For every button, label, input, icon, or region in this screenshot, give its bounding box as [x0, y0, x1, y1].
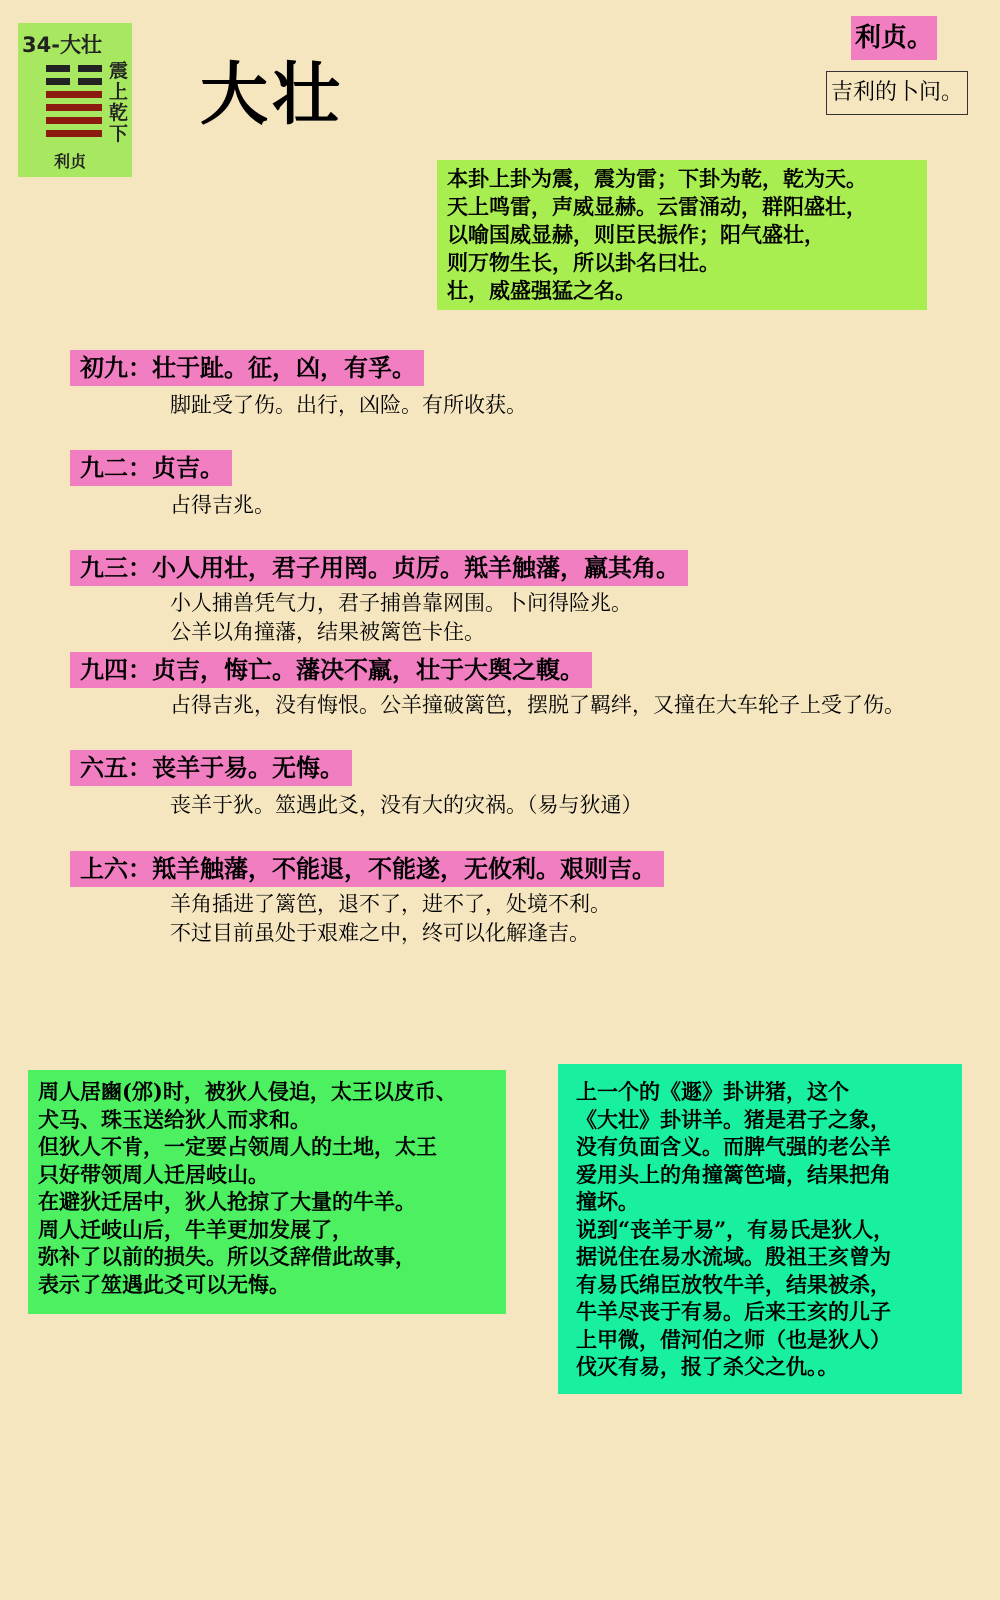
hexagram-card-footer: 利贞 — [54, 152, 87, 171]
commentary-line: 爱用头上的角撞篱笆墙，结果把角 — [576, 1161, 891, 1187]
story-line: 只好带领周人迁居岐山。 — [38, 1161, 269, 1187]
hexagram-card-title: 34-大壮 — [22, 33, 102, 57]
story-line: 但狄人不肯，一定要占领周人的土地，太王 — [38, 1134, 437, 1159]
intro-box — [437, 160, 927, 310]
yao-explanation-line: 占得吉兆，没有悔恨。公羊撞破篱笆，摆脱了羁绊，又撞在大车轮子上受了伤。 — [170, 693, 905, 717]
yao-explanation-line: 脚趾受了伤。出行，凶险。有所收获。 — [170, 393, 527, 417]
yao-explanation-line: 公羊以角撞藩，结果被篱笆卡住。 — [170, 620, 485, 644]
story-line: 周人居豳(邠)时，被狄人侵迫，太王以皮币、 — [38, 1079, 457, 1104]
commentary-line: 《大壮》卦讲羊。猪是君子之象， — [576, 1106, 891, 1132]
yao-explanation-line: 不过目前虽处于艰难之中，终可以化解逢吉。 — [170, 921, 590, 945]
commentary-line: 伐灭有易，报了杀父之仇。。 — [576, 1354, 839, 1379]
hexagram-line-yang — [46, 104, 102, 111]
yao-line-4-explanation — [170, 691, 905, 720]
yao-explanation-line: 丧羊于狄。筮遇此爻，没有大的灾祸。（易与狄通） — [170, 793, 643, 817]
story-line: 周人迁岐山后，牛羊更加发展了， — [38, 1216, 353, 1242]
story-line: 犬马、珠玉送给狄人而求和。 — [38, 1106, 311, 1132]
story-line: 在避狄迁居中，狄人抢掠了大量的牛羊。 — [38, 1189, 416, 1214]
hexagram-line-yang — [46, 91, 102, 98]
yao-line-1-explanation — [170, 391, 527, 420]
yao-explanation-line: 羊角插进了篱笆，退不了，进不了，处境不利。 — [170, 892, 611, 916]
commentary-line: 说到“丧羊于易”，有易氏是狄人， — [576, 1216, 895, 1242]
hexagram-card — [18, 23, 132, 177]
yao-line-5-explanation — [170, 791, 643, 820]
commentary-line: 牛羊尽丧于有易。后来王亥的儿子 — [576, 1299, 891, 1324]
yao-line-2-text: 九二：贞吉。 — [70, 450, 232, 486]
hexagram-line-yang — [46, 117, 102, 124]
intro-line: 以喻国威显赫，则臣民振作；阳气盛壮， — [447, 222, 825, 247]
yao-line-1-text: 初九：壮于趾。征，凶，有孚。 — [70, 350, 424, 386]
hexagram-line-yin — [46, 65, 102, 72]
yao-line-6-text: 上六：羝羊触藩，不能退，不能遂，无攸利。艰则吉。 — [70, 851, 664, 887]
intro-line: 本卦上卦为震，震为雷；下卦为乾，乾为天。 — [447, 166, 867, 191]
commentary-line: 上一个的《遯》卦讲猪，这个 — [576, 1079, 849, 1104]
yao-explanation-line: 占得吉兆。 — [170, 493, 275, 517]
yao-line-2-explanation — [170, 491, 275, 520]
story-line: 表示了筮遇此爻可以无悔。 — [38, 1271, 290, 1297]
story-box — [28, 1070, 506, 1314]
yao-line-3-explanation — [170, 589, 632, 647]
commentary-line: 据说住在易水流域。殷祖王亥曾为 — [576, 1244, 891, 1269]
intro-line: 则万物生长，所以卦名曰壮。 — [447, 250, 720, 275]
hexagram-symbol — [46, 65, 102, 143]
page-title: 大壮 — [200, 56, 345, 135]
yao-line-5-text: 六五：丧羊于易。无悔。 — [70, 750, 352, 786]
commentary-line: 撞坏。 — [576, 1189, 639, 1214]
yao-explanation-line: 小人捕兽凭气力，君子捕兽靠网围。卜问得险兆。 — [170, 591, 632, 615]
commentary-box — [558, 1064, 962, 1394]
story-line: 弥补了以前的损失。所以爻辞借此故事， — [38, 1244, 416, 1269]
judgment-translation: 吉利的卜问。 — [826, 71, 968, 115]
judgment-badge: 利贞。 — [851, 16, 937, 60]
yao-line-6-explanation — [170, 890, 611, 948]
intro-line: 壮，威盛强猛之名。 — [447, 278, 636, 303]
commentary-line: 上甲微，借河伯之师（也是狄人） — [576, 1326, 891, 1352]
yao-line-3-text: 九三：小人用壮，君子用罔。贞厉。羝羊触藩，羸其角。 — [70, 550, 688, 586]
commentary-line: 没有负面含义。而脾气强的老公羊 — [576, 1134, 891, 1159]
commentary-line: 有易氏绵臣放牧牛羊，结果被杀， — [576, 1271, 891, 1297]
hexagram-trigram-label: 震上乾下 — [109, 60, 129, 145]
intro-line: 天上鸣雷，声威显赫。云雷涌动，群阳盛壮， — [447, 194, 867, 219]
hexagram-line-yang — [46, 130, 102, 137]
hexagram-line-yin — [46, 78, 102, 85]
yao-line-4-text: 九四：贞吉，悔亡。藩决不羸，壮于大舆之輹。 — [70, 652, 592, 688]
